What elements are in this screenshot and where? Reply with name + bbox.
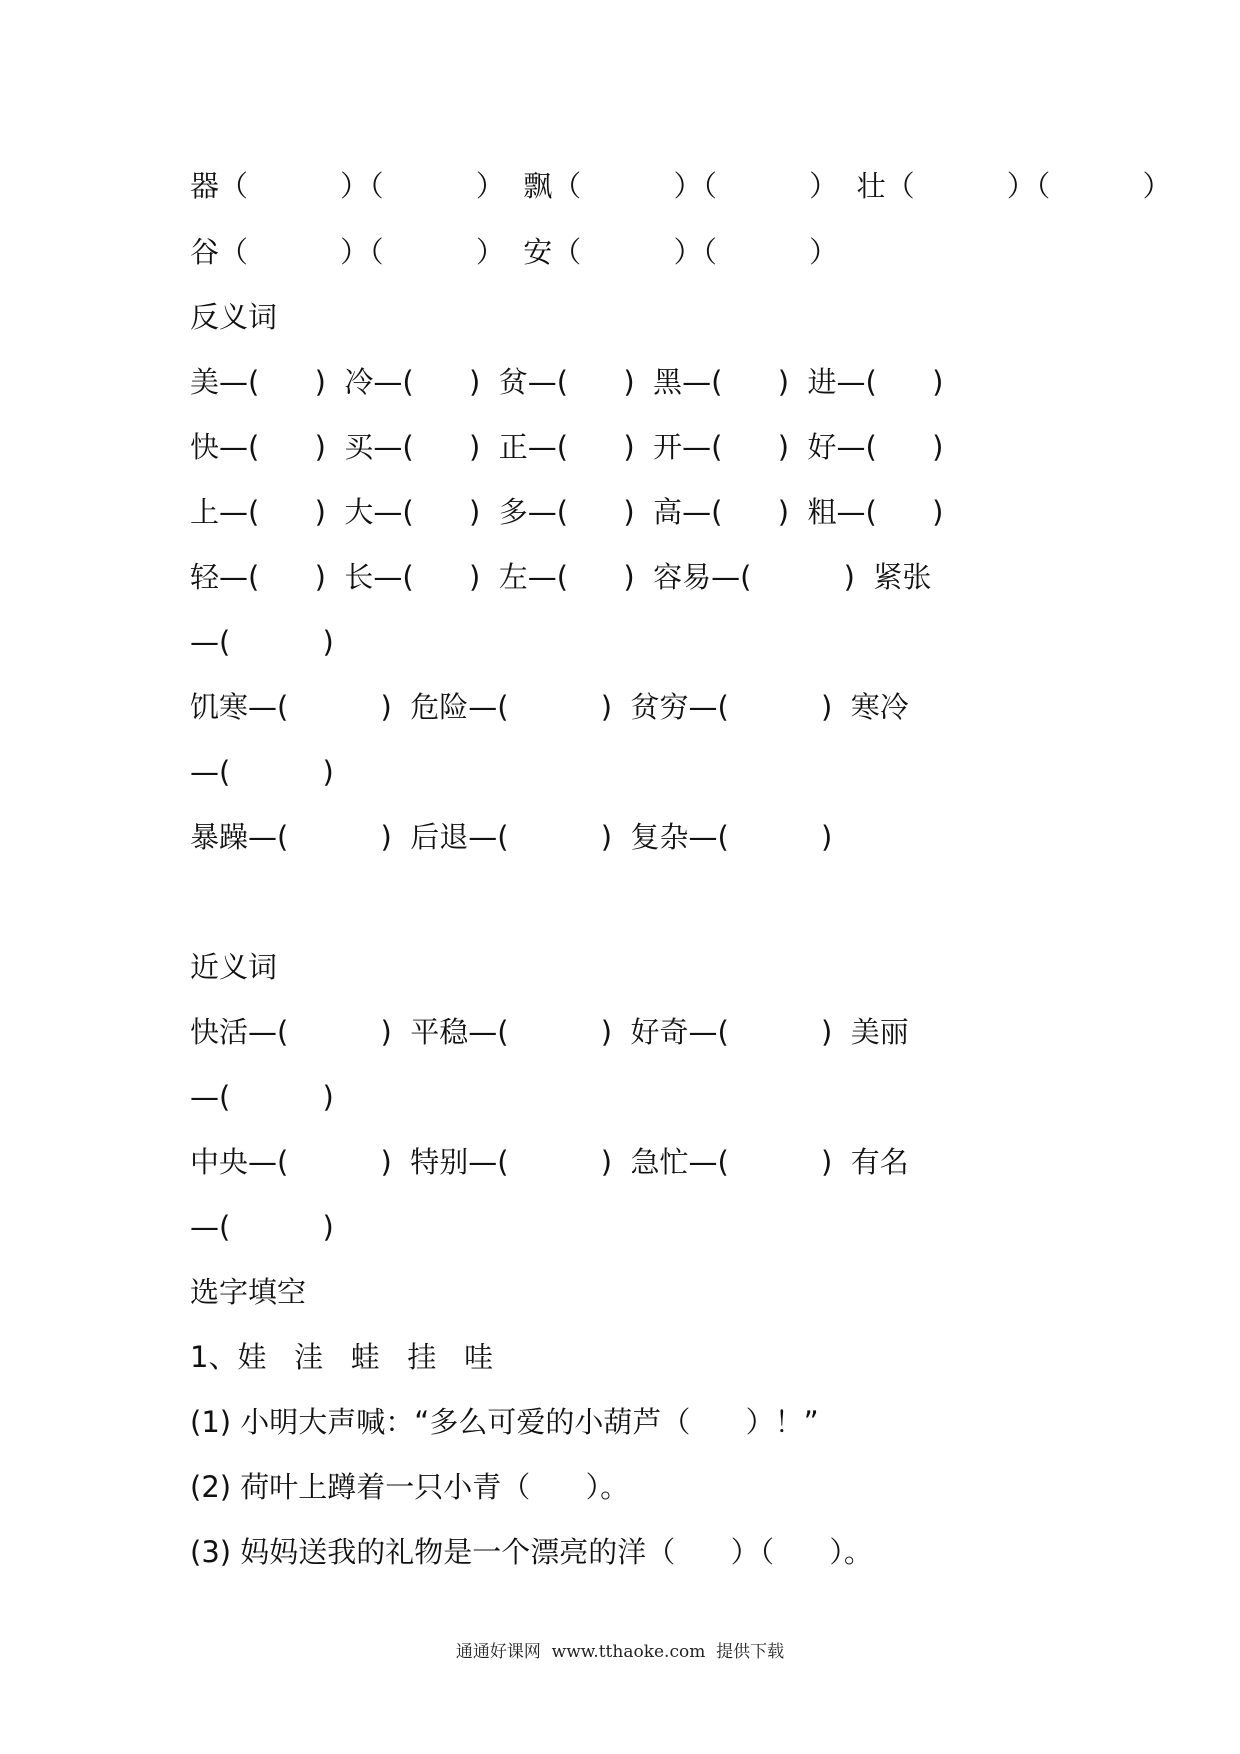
antonym-line-5-wrap: —( ) <box>190 755 334 789</box>
antonym-line-3: 上—( ) 大—( ) 多—( ) 高—( ) 粗—( ) <box>190 495 944 529</box>
synonym-line-1: 快活—( ) 平稳—( ) 好奇—( ) 美丽 <box>190 1015 909 1049</box>
antonym-line-6: 暴躁—( ) 后退—( ) 复杂—( ) <box>190 820 833 854</box>
polyphone-line-2: 谷（ ）（ ） 安（ ）（ ） <box>190 235 839 269</box>
fill-in-question-2: (2) 荷叶上蹲着一只小青（ ）。 <box>190 1470 630 1504</box>
page-footer: 通通好课网 www.tthaoke.com 提供下载 <box>455 1642 785 1662</box>
antonym-line-2: 快—( ) 买—( ) 正—( ) 开—( ) 好—( ) <box>190 430 944 464</box>
antonym-line-1: 美—( ) 冷—( ) 贫—( ) 黑—( ) 进—( ) <box>190 365 944 399</box>
synonym-line-2-wrap: —( ) <box>190 1210 334 1244</box>
antonym-line-5: 饥寒—( ) 危险—( ) 贫穷—( ) 寒冷 <box>190 690 909 724</box>
section-heading-fill-in: 选字填空 <box>190 1275 307 1309</box>
synonym-line-2: 中央—( ) 特别—( ) 急忙—( ) 有名 <box>190 1145 909 1179</box>
synonym-line-1-wrap: —( ) <box>190 1080 334 1114</box>
antonym-line-4-wrap: —( ) <box>190 625 334 659</box>
fill-in-question-3: (3) 妈妈送我的礼物是一个漂亮的洋（ ）（ ）。 <box>190 1535 873 1569</box>
fill-in-choices: 1、娃 洼 蛙 挂 哇 <box>190 1340 494 1374</box>
section-heading-synonyms: 近义词 <box>190 950 278 984</box>
fill-in-question-1: (1) 小明大声喊：“多么可爱的小葫芦（ ）！” <box>190 1405 819 1439</box>
section-heading-antonyms: 反义词 <box>190 300 278 334</box>
polyphone-line-1: 器（ ）（ ） 飘（ ）（ ） 壮（ ）（ ） <box>190 169 1172 203</box>
antonym-line-4: 轻—( ) 长—( ) 左—( ) 容易—( ) 紧张 <box>190 560 932 594</box>
